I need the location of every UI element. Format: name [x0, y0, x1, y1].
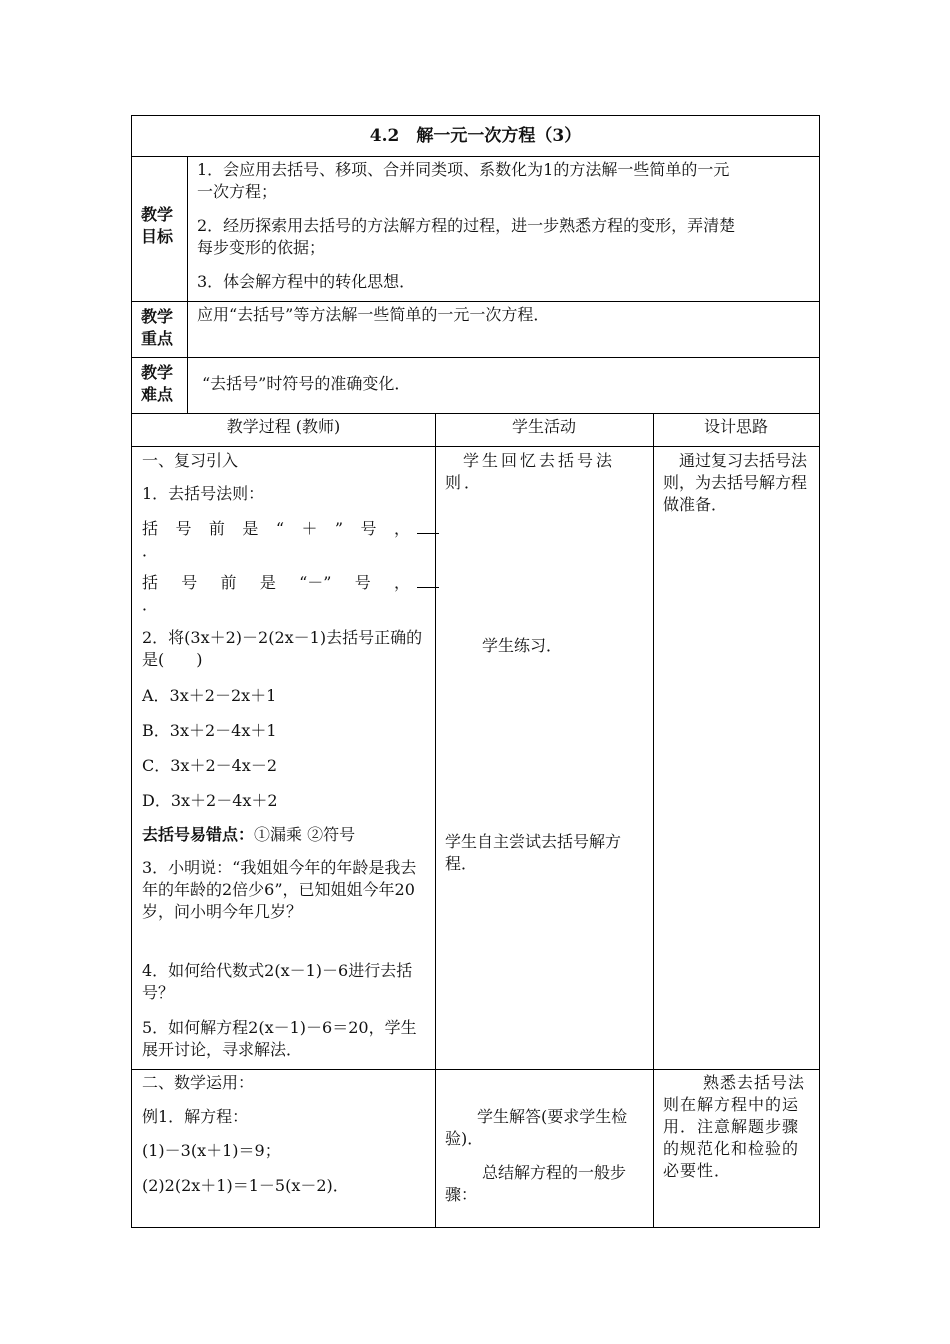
difficulties-label: 教学难点 [141, 363, 174, 404]
question-4: 4．如何给代数式2(x－1)－6进行去括号？ [142, 961, 413, 1002]
student-activity-2: 学生练习． [482, 636, 563, 655]
key-points-label: 教学重点 [141, 307, 174, 348]
equation-2: (2)2(2x＋1)＝1－5(x－2)． [142, 1176, 349, 1195]
objective-item-2: 2．经历探索用去括号的方法解方程的过程，进一步熟悉方程的变形，弄清楚每步变形的依据； [197, 216, 736, 257]
lesson-plan-table [131, 115, 820, 1228]
header-teacher: 教学过程 (教师) [226, 417, 341, 436]
page-title: 4.2 解一元一次方程（3） [369, 126, 582, 146]
rule-title: 1．去括号法则： [142, 484, 265, 503]
rule-plus-blank [417, 518, 439, 540]
section2-heading: 二、数学运用： [142, 1073, 255, 1092]
question-3: 3．小明说：“我姐姐今年的年龄是我去年的年龄的2倍少6”，已知姐姐今年20岁，问小明今年几岁？ [142, 858, 417, 921]
student-activity-3: 学生自主尝试去括号解方程． [445, 832, 622, 873]
question-2: 2．将(3x＋2)－2(2x－1)去括号正确的是( ) [142, 628, 423, 669]
option-b: B．3x＋2－4x＋1 [142, 721, 277, 740]
rule-plus-dot: ． [142, 541, 159, 560]
rule-minus-blank [417, 572, 439, 594]
error-points [142, 824, 355, 846]
objectives-label: 教学目标 [141, 205, 174, 246]
section1-heading: 一、复习引入 [142, 451, 239, 470]
option-a: A．3x＋2－2x＋1 [142, 686, 277, 705]
question-5: 5．如何解方程2(x－1)－6＝20，学生展开讨论，寻求解法． [142, 1018, 417, 1059]
student-activity-5: 总结解方程的一般步骤： [445, 1163, 627, 1204]
difficulties-text: “去括号”时符号的准确变化． [202, 374, 411, 393]
rule-minus: 括号前是“－”号， [142, 573, 410, 592]
rule-minus-dot: ． [142, 595, 159, 614]
rule-plus: 括号前是“＋”号， [142, 519, 410, 538]
error-points-label: 去括号易错点： [142, 825, 255, 844]
example-1: 例1．解方程： [142, 1107, 249, 1126]
header-student: 学生活动 [511, 417, 576, 436]
student-activity-1: 学生回忆去括号法则． [445, 451, 616, 492]
error-points-text: ①漏乘 ②符号 [254, 825, 356, 844]
objective-item-3: 3．体会解方程中的转化思想． [197, 272, 416, 291]
student-activity-4: 学生解答(要求学生检验)． [445, 1107, 628, 1148]
option-d: D．3x＋2－4x＋2 [142, 791, 278, 810]
design-note-2: 熟悉去括号法则在解方程中的运用．注意解题步骤的规范化和检验的必要性． [663, 1073, 806, 1180]
design-note-1: 通过复习去括号法则，为去括号解方程做准备． [663, 451, 808, 514]
key-points-text: 应用“去括号”等方法解一些简单的一元一次方程． [197, 305, 550, 324]
equation-1: (1)－3(x＋1)＝9； [142, 1141, 281, 1160]
option-c: C．3x＋2－4x－2 [142, 756, 278, 775]
header-design: 设计思路 [703, 417, 768, 436]
objective-item-1: 1．会应用去括号、移项、合并同类项、系数化为1的方法解一些简单的一元一次方程； [197, 160, 730, 201]
